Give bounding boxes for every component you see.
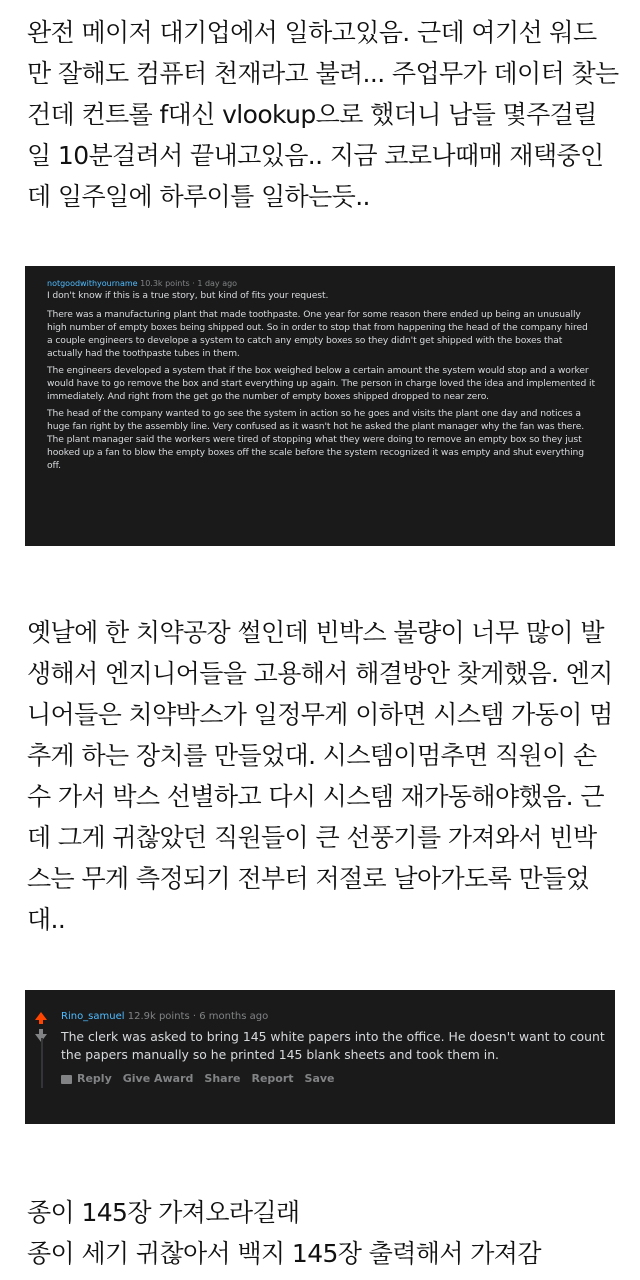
comment-username[interactable]: Rino_samuel — [61, 1011, 125, 1022]
summary-line: 생해서 엔지니어들을 고용해서 해결방안 찾게했음. 엔지 — [27, 659, 613, 688]
comment-meta: notgoodwithyourname 10.3k points · 1 day ago — [47, 279, 238, 288]
comment-paragraph: There was a manufacturing plant that made toothpaste. One year for some reason there ended up being an unusually high number of empty boxes being shipped out. So in order to stop that from happening the head of the company hired a couple engineers to develope a system to catch any empty boxes so they didn't get shipped with the boxes that actually had the toothpaste tubes in them. — [47, 309, 588, 359]
summary-line: 스는 무게 측정되기 전부터 저절로 날아가도록 만들었 — [27, 864, 590, 893]
comment-time: 6 months ago — [199, 1011, 269, 1022]
save-button[interactable]: Save — [304, 1072, 335, 1085]
summary-line: 니어들은 치약박스가 일정무게 이하면 시스템 가동이 멈 — [27, 700, 613, 729]
comment-paragraph: The head of the company wanted to go see the system in action so he goes and visits the plant one day and notices a huge fan right by the assembly line. Very confused as it wasn't hot he asked the plant manager why the fan was there. The plant manager said the workers were tired of stopping what they were doing to remove an empty box so they just hooked up a fan to blow the empty boxes off the scale before the system recognized it was empty and shut everything off. — [47, 408, 585, 471]
reddit-comment-screenshot — [25, 266, 615, 546]
summary-line: 추게 하는 장치를 만들었대. 시스템이멈추면 직원이 손 — [27, 741, 597, 770]
summary-line: 수 가서 박스 선별하고 다시 시스템 재가동해야했음. 근 — [27, 782, 604, 811]
give-award-button[interactable]: Give Award — [122, 1072, 194, 1085]
intro-line: 데 일주일에 하루이틀 일하는듯.. — [27, 182, 370, 211]
summary-paragraph — [27, 612, 627, 940]
comment-paragraph: I don't know if this is a true story, but kind of fits your request. — [47, 290, 329, 301]
closing-paragraph — [27, 1192, 627, 1274]
summary-line: 옛날에 한 치약공장 썰인데 빈박스 불량이 너무 많이 발 — [27, 618, 604, 647]
summary-line: 대.. — [27, 905, 66, 934]
comment-time: 1 day ago — [197, 279, 238, 288]
thread-line[interactable] — [41, 1038, 43, 1088]
reply-button[interactable] — [61, 1072, 112, 1085]
intro-line: 건데 컨트롤 f대신 vlookup으로 했더니 남들 몇주걸릴 — [27, 100, 597, 129]
reply-label: Reply — [77, 1072, 112, 1085]
comment-username: notgoodwithyourname — [47, 279, 138, 288]
intro-line: 만 잘해도 컴퓨터 천재라고 불려... 주업무가 데이터 찾는 — [27, 59, 619, 88]
comment-body — [61, 1010, 606, 1085]
chat-bubble-icon — [61, 1075, 72, 1084]
summary-line: 데 그게 귀찮았던 직원들이 큰 선풍기를 가져와서 빈박 — [27, 823, 597, 852]
intro-line: 일 10분걸려서 끝내고있음.. 지금 코로나때매 재택중인 — [27, 141, 604, 170]
share-button[interactable]: Share — [204, 1072, 241, 1085]
report-button[interactable]: Report — [251, 1072, 294, 1085]
comment-meta: Rino_samuel 12.9k points · 6 months ago — [61, 1011, 269, 1022]
comment-actions — [61, 1072, 606, 1085]
comment-points: 12.9k points — [127, 1011, 190, 1022]
comment-text: The clerk was asked to bring 145 white papers into the office. He doesn't want to count the papers manually so he printed 145 blank sheets and took them in. — [61, 1029, 605, 1062]
intro-paragraph — [27, 12, 627, 217]
intro-line: 완전 메이저 대기업에서 일하고있음. 근데 여기선 워드 — [27, 18, 597, 47]
closing-line: 종이 145장 가져오라길래 — [27, 1198, 300, 1227]
comment-points: 10.3k points — [140, 279, 190, 288]
reddit-comment-screenshot-2 — [25, 990, 615, 1124]
comment-paragraph: The engineers developed a system that if the box weighed below a certain amount the system would stop and a worker would have to go remove the box and start everything up again. The person in charge loved the idea and implemented it immediately. And right from the get go the number of empty boxes shipped dropped to near zero. — [47, 365, 595, 402]
closing-line: 종이 세기 귀찮아서 백지 145장 출력해서 가져감 — [27, 1239, 541, 1268]
